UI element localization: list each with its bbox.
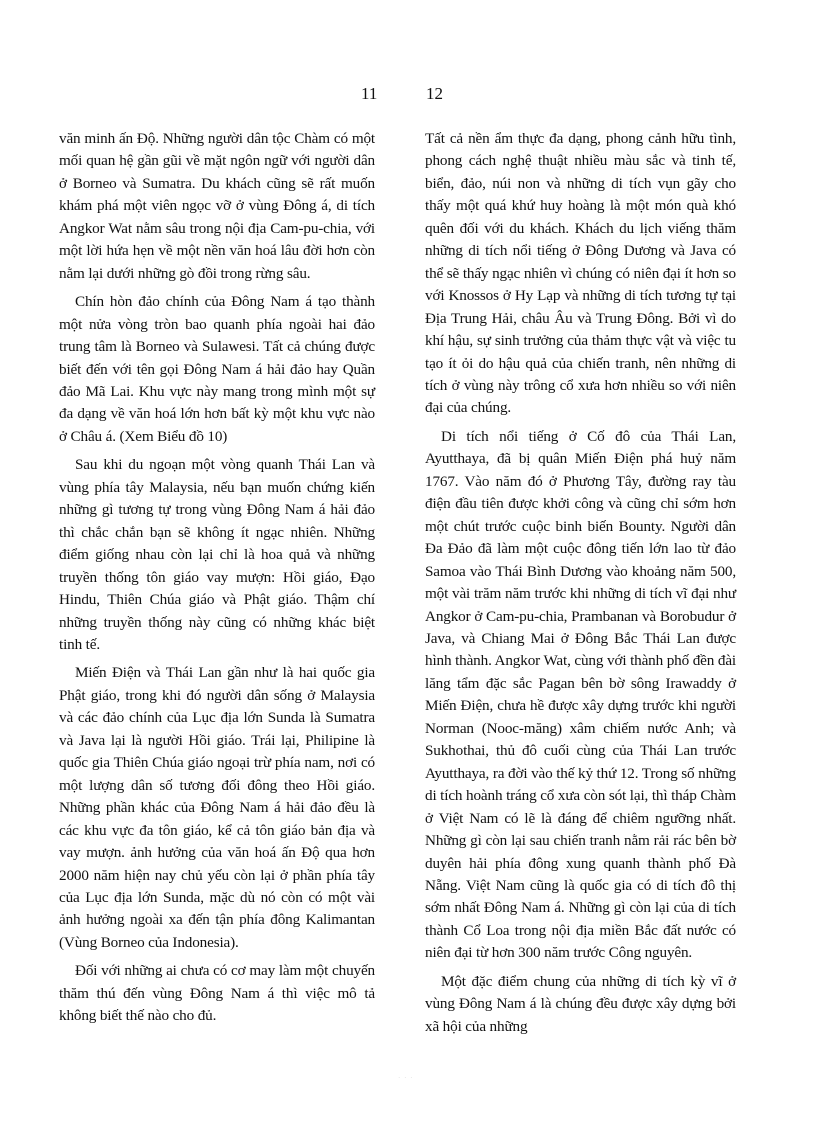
paragraph: văn minh ấn Độ. Những người dân tộc Chàm có một mối quan hệ gần gũi về mặt ngôn ngữ với người dân ở Borneo và Sumatra. Du khách cũng sẽ rất muốn khám phá một viên ngọc vỡ ở vùng Đông á, di tích Angkor Wat nằm sâu trong nội địa Cam-pu-chia, với một lời hứa hẹn về một nền văn hoá lâu đời hơn còn nằm lại dưới những gò đồi trong rừng sâu. bbox=[59, 130, 375, 282]
paragraph: Tất cả nền ẩm thực đa dạng, phong cảnh hữu tình, phong cách nghệ thuật nhiều màu sắc và tinh tế, biển, đảo, núi non và những di tích vụn gãy cho thấy một quá khứ huy hoàng là một món quà khó quên đối với du khách. Khách du lịch viếng thăm những di tích nổi tiếng ở Đông Dương và Java có thể sẽ thấy ngạc nhiên vì chúng có niên đại ít hơn so với Knossos ở Hy Lạp và những di tích tương tự tại Địa Trung Hải, châu Âu và Trung Đông. Bởi vì do khí hậu, sự sinh trưởng của thảm thực vật và việc tu tạo ít ỏi do hậu quả của chiến tranh, nên những di tích ở vùng này trông cổ xưa hơn nhiều so với niên đại của chúng. bbox=[425, 130, 736, 417]
page-number-right: 12 bbox=[426, 84, 443, 103]
scan-mark-icon: · · · bbox=[398, 1074, 414, 1082]
paragraph: Chín hòn đảo chính của Đông Nam á tạo thành một nửa vòng tròn bao quanh phía ngoài hai đảo trung tâm là Borneo và Sulawesi. Tất cả chúng được biết đến với tên gọi Đông Nam á hải đảo hay Quần đảo Mã Lai. Khu vực này mang trong mình một sự đa dạng về văn hoá lớn hơn bất kỳ một khu vực nào ở Châu á. (Xem Biểu đồ 10) bbox=[59, 293, 375, 445]
paragraph: Sau khi du ngoạn một vòng quanh Thái Lan và vùng phía tây Malaysia, nếu bạn muốn chứng kiến những gì tương tự trong vùng Đông Nam á hải đảo thì chắc chắn bạn sẽ không ít ngạc nhiên. Những điểm giống nhau còn lại chỉ là hoa quả và những truyền thống tôn giáo vay mượn: Hồi giáo, Đạo Hindu, Thiên Chúa giáo và Phật giáo. Thậm chí những truyền thống này cũng có những khác biệt tinh tế. bbox=[59, 456, 375, 653]
right-column bbox=[425, 128, 736, 1044]
left-column bbox=[59, 128, 375, 1034]
paragraph: Một đặc điểm chung của những di tích kỳ vĩ ở vùng Đông Nam á là chúng đều được xây dựng bởi xã hội của những bbox=[425, 972, 736, 1035]
paragraph: Đối với những ai chưa có cơ may làm một chuyến thăm thú đến vùng Đông Nam á thì việc mô tả không biết thế nào cho đủ. bbox=[59, 962, 375, 1025]
paragraph: Miến Điện và Thái Lan gần như là hai quốc gia Phật giáo, trong khi đó người dân sống ở Malaysia và các đảo chính của Lục địa lớn Sunda là Sumatra và Java lại là người Hồi giáo. Trái lại, Philipine là quốc gia Thiên Chúa giáo ngoại trừ phía nam, nơi có một lượng dân số tương đối đông theo Hồi giáo. Những phần khác của Đông Nam á hải đảo đều là các khu vực đa tôn giáo, kể cả tôn giáo bản địa và vay mượn. ảnh hưởng của văn hoá ấn Độ qua hơn 2000 năm hiện nay chủ yếu còn lại ở phần phía tây của Lục địa lớn Sunda, mặc dù nó còn có một vài ảnh hưởng ngoài xa đến tận phía đông Kalimantan (Vùng Borneo của Indonesia). bbox=[59, 664, 375, 951]
paragraph: Di tích nổi tiếng ở Cố đô của Thái Lan, Ayutthaya, đã bị quân Miến Điện phá huỷ năm 1767. Vào năm đó ở Phương Tây, đường ray tàu điện đầu tiên được khởi công và cũng chỉ sớm hơn một chút trước cuộc binh biến Bounty. Người dân Đa Đảo đã làm một cuộc đông tiến lớn lao từ đảo Samoa vào Thái Bình Dương vào khoảng năm 500, một vài trăm năm trước khi những di tích vĩ đại như Angkor ở Cam-pu-chia, Prambanan và Borobudur ở Java, và Chiang Mai ở Đông Bắc Thái Lan được hình thành. Angkor Wat, cùng với thành phố đền đài lăng tẩm đặc sắc Pagan bên bờ sông Irawaddy ở Miến Điện, chưa hề được xây dựng trước khi người Norman (Nooc-măng) xâm chiếm nước Anh; và Sukhothai, thủ đô cuối cùng của Thái Lan trước Ayutthaya, ra đời vào thế kỷ thứ 12. Trong số những di tích hoành tráng cổ xưa còn sót lại, thì tháp Chàm ở Việt Nam có lẽ là đáng để chiêm ngưỡng nhất. Những gì còn lại sau chiến tranh nằm rải rác bên bờ duyên hải phía đông xung quanh thành phố Đà Nẵng. Việt Nam cũng là quốc gia có di tích đô thị sớm nhất Đông Nam á. Những gì còn lại của di tích thành Cổ Loa trong nội địa miền Bắc đất nước có niên đại từ hơn 300 năm trước Công nguyên. bbox=[425, 427, 736, 962]
page-number-left: 11 bbox=[361, 84, 378, 103]
